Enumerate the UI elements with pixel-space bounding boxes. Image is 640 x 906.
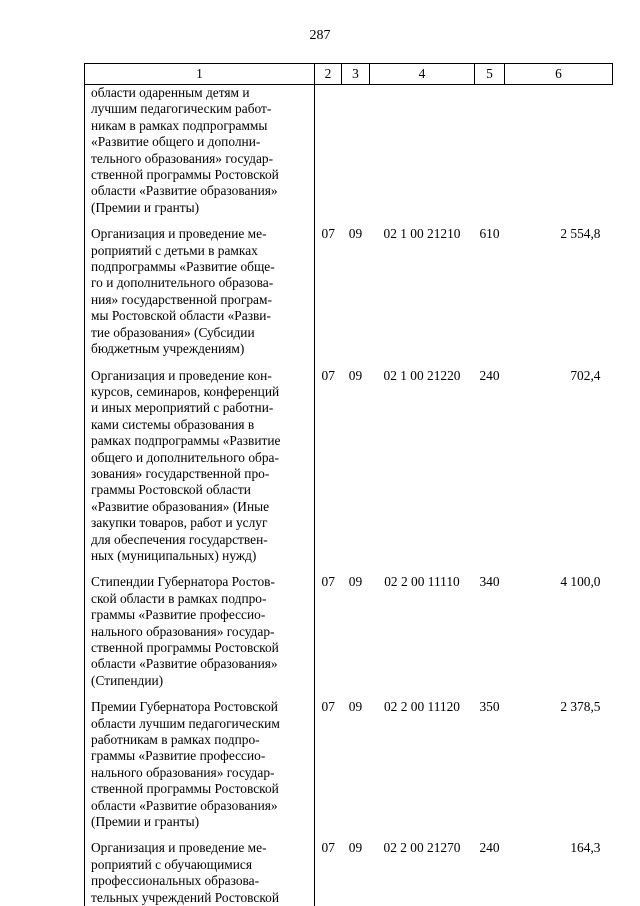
column-header: 6 [505,64,613,85]
row-section: 07 [321,367,335,383]
row-section: 07 [321,226,335,242]
table-row [85,85,613,217]
row-section: 07 [321,574,335,590]
row-spacer [85,216,613,226]
row-subsection: 09 [348,699,363,715]
row-spacer [85,564,613,574]
table-row [85,574,613,689]
row-description: Организация и проведение кон- курсов, семинаров, конференций и иных мероприятий с работни- ками системы образования в рамках подпрограммы «Развитие общего и дополнительного обра- зования» государственной про- граммы Ростовской области «Развитие образования» (Иные закупки товаров, работ и услуг для обеспечения государствен- ных (муниципальных) нужд) [85,368,315,565]
row-description: Организация и проведение ме- роприятий с детьми в рамках подпрограммы «Развитие обще- го и дополнительного образова- ния» государственной програм- мы Ростовской области «Разви- тие образования» (Субсидии бюджетным учреждениям) [85,226,315,357]
row-description: Организация и проведение ме- роприятий с обучающимися профессиональных образова- тельных учреждений Ростовской [85,840,315,906]
row-target-code: 02 1 00 21210 [383,226,461,242]
table-row [85,368,613,565]
row-target-code: 02 2 00 11120 [383,699,460,715]
row-subsection: 09 [348,226,363,242]
page-number: 287 [309,28,331,43]
column-header: 3 [342,64,370,85]
row-subsection [342,85,370,217]
row-subsection: 09 [348,840,363,856]
row-expense-type: 350 [479,699,500,715]
row-expense-type: 610 [479,226,500,242]
column-header: 5 [475,64,505,85]
row-subsection: 09 [348,367,363,383]
row-subsection: 09 [348,574,363,590]
row-amount: 2 554,8 [560,226,601,242]
column-header: 1 [85,64,315,85]
row-expense-type [475,85,505,217]
table-row [85,840,613,906]
row-amount: 2 378,5 [560,699,601,715]
column-header: 4 [370,64,475,85]
row-target-code: 02 2 00 21270 [383,840,461,856]
column-header: 2 [315,64,342,85]
row-target-code: 02 1 00 21220 [383,367,461,383]
row-expense-type: 240 [479,367,500,383]
table-row [85,699,613,830]
row-amount: 4 100,0 [560,574,601,590]
row-spacer [85,830,613,840]
row-section: 07 [321,840,335,856]
budget-table [84,63,613,906]
row-target-code: 02 2 00 11110 [384,574,460,590]
row-amount: 702,4 [570,367,601,383]
row-section: 07 [321,699,335,715]
row-spacer [85,358,613,368]
table-row [85,226,613,357]
row-target-code [370,85,475,217]
row-description: области одаренным детям и лучшим педагогическим работ- никам в рамках подпрограммы «Развитие общего и дополни- тельного образования» государ- ственной программы Ростовской области «Развитие образования» (Премии и гранты) [85,85,315,217]
row-amount [505,85,613,217]
row-expense-type: 240 [479,840,500,856]
row-expense-type: 340 [479,574,500,590]
row-amount: 164,3 [570,840,601,856]
row-spacer [85,689,613,699]
row-description: Премии Губернатора Ростовской области лучшим педагогическим работникам в рамках подпро- граммы «Развитие профессио- нального образования» государ- ственной программы Ростовской области «Развитие образования» (Премии и гранты) [85,699,315,830]
row-section [315,85,342,217]
row-description: Стипендии Губернатора Ростов- ской области в рамках подпро- граммы «Развитие профессио- нального образования» государ- ственной программы Ростовской области «Развитие образования» (Стипендии) [85,574,315,689]
table-header-row [85,64,613,85]
